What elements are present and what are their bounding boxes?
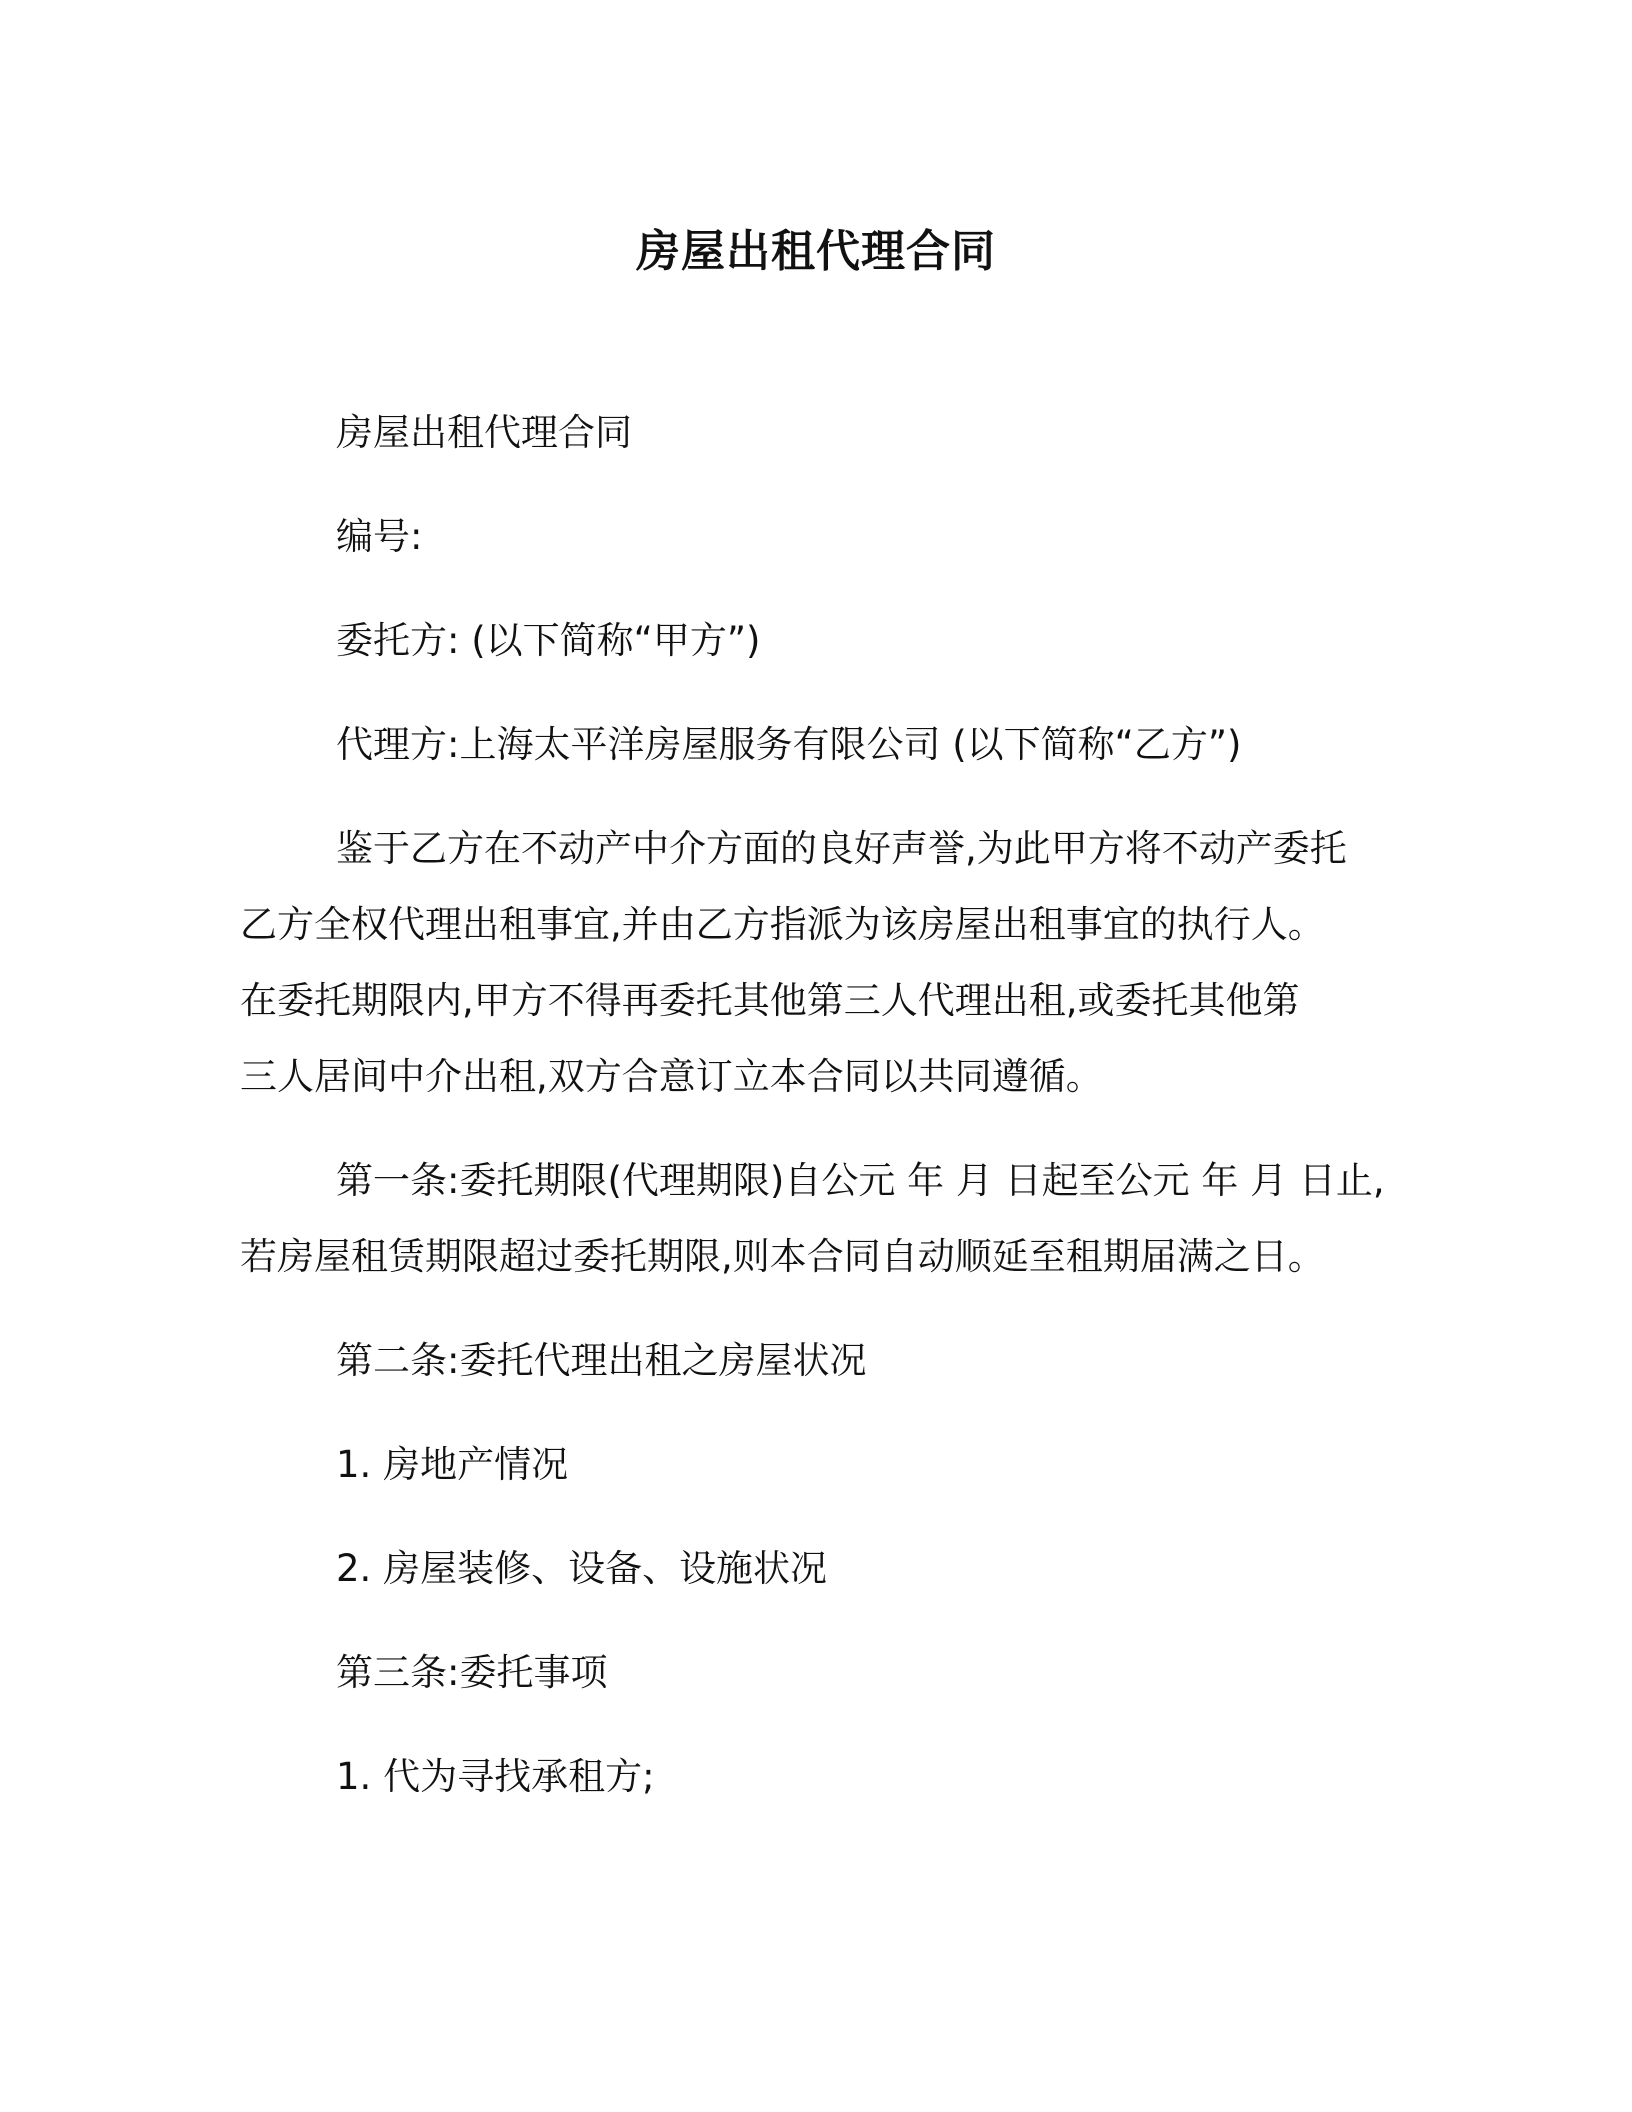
article-2-heading: 第二条:委托代理出租之房屋状况 [336, 1339, 867, 1382]
document-title: 房屋出租代理合同 [636, 226, 996, 277]
article-2-item-2: 2. 房屋装修、设备、设施状况 [336, 1547, 828, 1590]
article-1-paragraph [240, 1143, 1420, 1295]
article-1-line: 第一条:委托期限(代理期限)自公元 年 月 日起至公元 年 月 日止, [336, 1159, 1385, 1202]
preamble-paragraph [240, 811, 1420, 1115]
preamble-line: 在委托期限内,甲方不得再委托其他第三人代理出租,或委托其他第 [240, 979, 1300, 1022]
preamble-line: 鉴于乙方在不动产中介方面的良好声誉,为此甲方将不动产委托 [336, 827, 1347, 870]
document-body [240, 395, 1420, 1843]
agent-party-paragraph: 代理方:上海太平洋房屋服务有限公司 (以下简称“乙方”) [336, 723, 1242, 766]
preamble-line: 三人居间中介出租,双方合意订立本合同以共同遵循。 [240, 1055, 1103, 1098]
article-2-item-1: 1. 房地产情况 [336, 1443, 569, 1486]
contract-name-paragraph: 房屋出租代理合同 [336, 411, 632, 454]
article-3-heading: 第三条:委托事项 [336, 1651, 608, 1694]
article-1-line: 若房屋租赁期限超过委托期限,则本合同自动顺延至租期届满之日。 [240, 1235, 1325, 1278]
preamble-line: 乙方全权代理出租事宜,并由乙方指派为该房屋出租事宜的执行人。 [240, 903, 1325, 946]
contract-number-paragraph: 编号: [336, 515, 423, 558]
principal-party-paragraph: 委托方: (以下简称“甲方”) [336, 619, 761, 662]
article-3-item-1: 1. 代为寻找承租方; [336, 1755, 655, 1798]
